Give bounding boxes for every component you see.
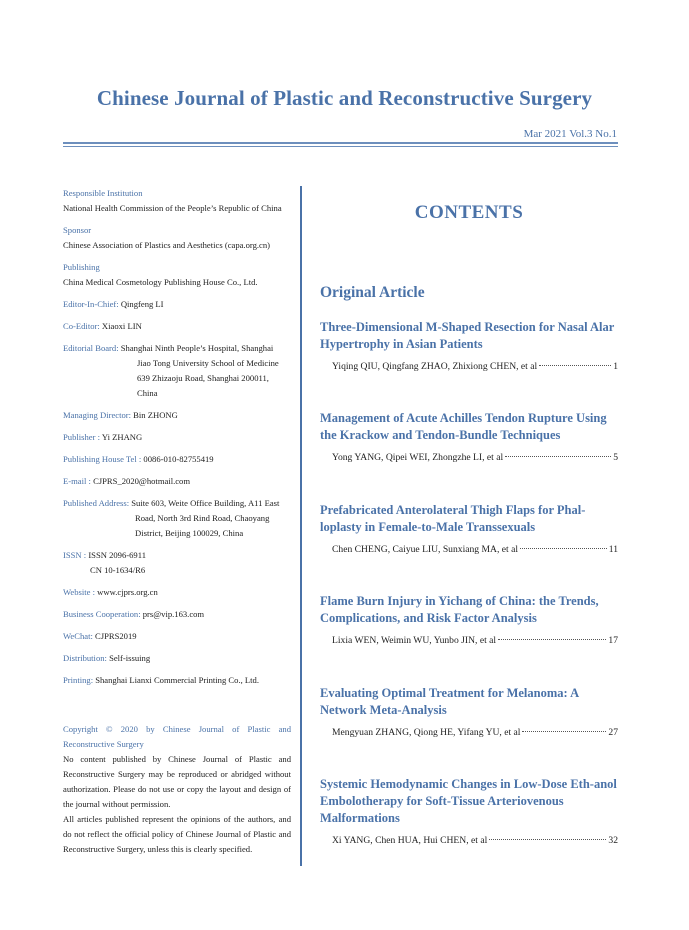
article-title[interactable]: Prefabricated Anterolateral Thigh Flaps for Phal-loplasty in Female-to-Male Transsexuals xyxy=(320,503,586,534)
article-page: 11 xyxy=(608,544,618,555)
publisher-block xyxy=(63,430,291,445)
email-label: E-mail : xyxy=(63,476,94,486)
section-heading: Original Article xyxy=(320,284,425,301)
email-value: CJPRS_2020@hotmail.com xyxy=(93,476,191,486)
tel-block xyxy=(63,452,291,467)
issn-label: ISSN : xyxy=(63,550,89,560)
copyright-paragraph: No content published by Chinese Journal of Plastic and Reconstructive Surgery may be reproduced or abridged without authorization. Please do not use or copy the layout and design of the journal without permission. xyxy=(63,754,291,809)
wechat-label: WeChat: xyxy=(63,631,96,641)
contents-heading: CONTENTS xyxy=(414,202,524,223)
article-title[interactable]: Flame Burn Injury in Yichang of China: the Trends, Complications, and Risk Factor Analysis xyxy=(320,594,599,625)
column-divider xyxy=(300,186,302,866)
address-label: Published Address: xyxy=(63,498,132,508)
dot-leader xyxy=(489,839,606,840)
article-authors: Yiqing QIU, Qingfang ZHAO, Zhixiong CHEN, et al xyxy=(332,361,538,372)
journal-title: Chinese Journal of Plastic and Reconstructive Surgery xyxy=(96,86,593,110)
article-byline xyxy=(320,635,618,646)
article-authors: Yong YANG, Qipei WEI, Zhongzhe LI, et al xyxy=(332,452,504,463)
header-rule-thick xyxy=(63,142,618,144)
article-byline xyxy=(320,452,618,463)
article-page: 17 xyxy=(608,635,618,646)
board-line: Jiao Tong University School of Medicine xyxy=(137,358,279,368)
issn-line: ISSN 2096-6911 xyxy=(88,550,147,560)
article-byline xyxy=(320,835,618,846)
issn-block xyxy=(63,548,291,578)
printing-block xyxy=(63,673,291,688)
business-value: prs@vip.163.com xyxy=(142,609,205,619)
article-title[interactable]: Three-Dimensional M-Shaped Resection for Nasal Alar Hypertrophy in Asian Patients xyxy=(320,320,615,351)
address-line: District, Beijing 100029, China xyxy=(135,528,244,538)
business-block xyxy=(63,607,291,622)
article-entry[interactable] xyxy=(320,502,618,555)
email-block xyxy=(63,474,291,489)
article-entry[interactable] xyxy=(320,685,618,738)
article-entry[interactable] xyxy=(320,593,618,646)
address-line: Road, North 3rd Rind Road, Chaoyang xyxy=(135,513,270,523)
article-byline xyxy=(320,544,618,555)
tel-label: Publishing House Tel : xyxy=(63,454,144,464)
board-line: Shanghai Ninth People’s Hospital, Shanghai xyxy=(120,343,274,353)
website-label: Website : xyxy=(63,587,98,597)
address-block xyxy=(63,496,291,541)
article-entry[interactable] xyxy=(320,319,618,372)
article-entry[interactable] xyxy=(320,410,618,463)
responsible-label: Responsible Institution xyxy=(63,188,143,198)
article-title[interactable]: Evaluating Optimal Treatment for Melanoma: A Network Meta-Analysis xyxy=(320,686,579,717)
copyright-paragraph: All articles published represent the opinions of the authors, and do not reflect the official policy of Chinese Journal of Plastic and Reconstructive Surgery, unless this is clearly specified. xyxy=(63,814,291,854)
managing-label: Managing Director: xyxy=(63,410,134,420)
distribution-value: Self-issuing xyxy=(109,653,151,663)
managing-block xyxy=(63,408,291,423)
article-byline xyxy=(320,727,618,738)
article-page: 27 xyxy=(608,727,618,738)
copyright-heading: Copyright © 2020 by Chinese Journal of Plastic and Reconstructive Surgery xyxy=(63,724,291,749)
editor-value: Qingfeng LI xyxy=(120,299,164,309)
article-authors: Lixia WEN, Weimin WU, Yunbo JIN, et al xyxy=(332,635,497,646)
coeditor-label: Co-Editor: xyxy=(63,321,102,331)
publisher-label: Publisher : xyxy=(63,432,102,442)
address-line: Suite 603, Weite Office Building, A11 East xyxy=(131,498,280,508)
masthead xyxy=(63,186,291,857)
dot-leader xyxy=(498,639,606,640)
tel-value: 0086-010-82755419 xyxy=(143,454,214,464)
coeditor-value: Xiaoxi LIN xyxy=(101,321,142,331)
article-authors: Xi YANG, Chen HUA, Hui CHEN, et al xyxy=(332,835,488,846)
article-title[interactable]: Management of Acute Achilles Tendon Rupture Using the Krackow and Tendon-Bundle Techniques xyxy=(320,411,607,442)
article-page: 1 xyxy=(613,361,618,372)
article-byline xyxy=(320,361,618,372)
article-authors: Mengyuan ZHANG, Qiong HE, Yifang YU, et al xyxy=(332,727,521,738)
board-line: 639 Zhizaoju Road, Shanghai 200011, China xyxy=(137,373,269,398)
wechat-value: CJPRS2019 xyxy=(95,631,137,641)
printing-label: Printing: xyxy=(63,675,96,685)
issue-info: Mar 2021 Vol.3 No.1 xyxy=(523,128,617,140)
dot-leader xyxy=(520,548,607,549)
dot-leader xyxy=(505,456,611,457)
managing-value: Bin ZHONG xyxy=(133,410,178,420)
publisher-value: Yi ZHANG xyxy=(101,432,143,442)
editor-block xyxy=(63,297,291,312)
website-block xyxy=(63,585,291,600)
editor-label: Editor-In-Chief: xyxy=(63,299,121,309)
article-page: 5 xyxy=(613,452,618,463)
responsible-value: National Health Commission of the People’s Republic of China xyxy=(63,203,282,213)
article-entry[interactable] xyxy=(320,776,618,846)
publishing-block xyxy=(63,260,291,290)
board-label: Editorial Board: xyxy=(63,343,121,353)
responsible-block xyxy=(63,186,291,216)
article-page: 32 xyxy=(608,835,618,846)
printing-value: Shanghai Lianxi Commercial Printing Co., Ltd. xyxy=(95,675,259,685)
coeditor-block xyxy=(63,319,291,334)
header-rule-thin xyxy=(63,146,618,147)
cn-line: CN 10-1634/R6 xyxy=(90,565,146,575)
dot-leader xyxy=(522,731,606,732)
distribution-label: Distribution: xyxy=(63,653,110,663)
publishing-label: Publishing xyxy=(63,262,100,272)
copyright-notice xyxy=(63,722,291,857)
article-title[interactable]: Systemic Hemodynamic Changes in Low-Dose Eth-anol Embolotherapy for Soft-Tissue Arteriovenous Malformations xyxy=(320,777,617,825)
sponsor-label: Sponsor xyxy=(63,225,92,235)
website-value: www.cjprs.org.cn xyxy=(97,587,158,597)
business-label: Business Cooperation: xyxy=(63,609,143,619)
article-authors: Chen CHENG, Caiyue LIU, Sunxiang MA, et al xyxy=(332,544,518,555)
distribution-block xyxy=(63,651,291,666)
publishing-value: China Medical Cosmetology Publishing House Co., Ltd. xyxy=(63,277,258,287)
sponsor-block xyxy=(63,223,291,253)
dot-leader xyxy=(539,365,611,366)
sponsor-value: Chinese Association of Plastics and Aesthetics (capa.org.cn) xyxy=(63,240,271,250)
board-block xyxy=(63,341,291,401)
wechat-block xyxy=(63,629,291,644)
